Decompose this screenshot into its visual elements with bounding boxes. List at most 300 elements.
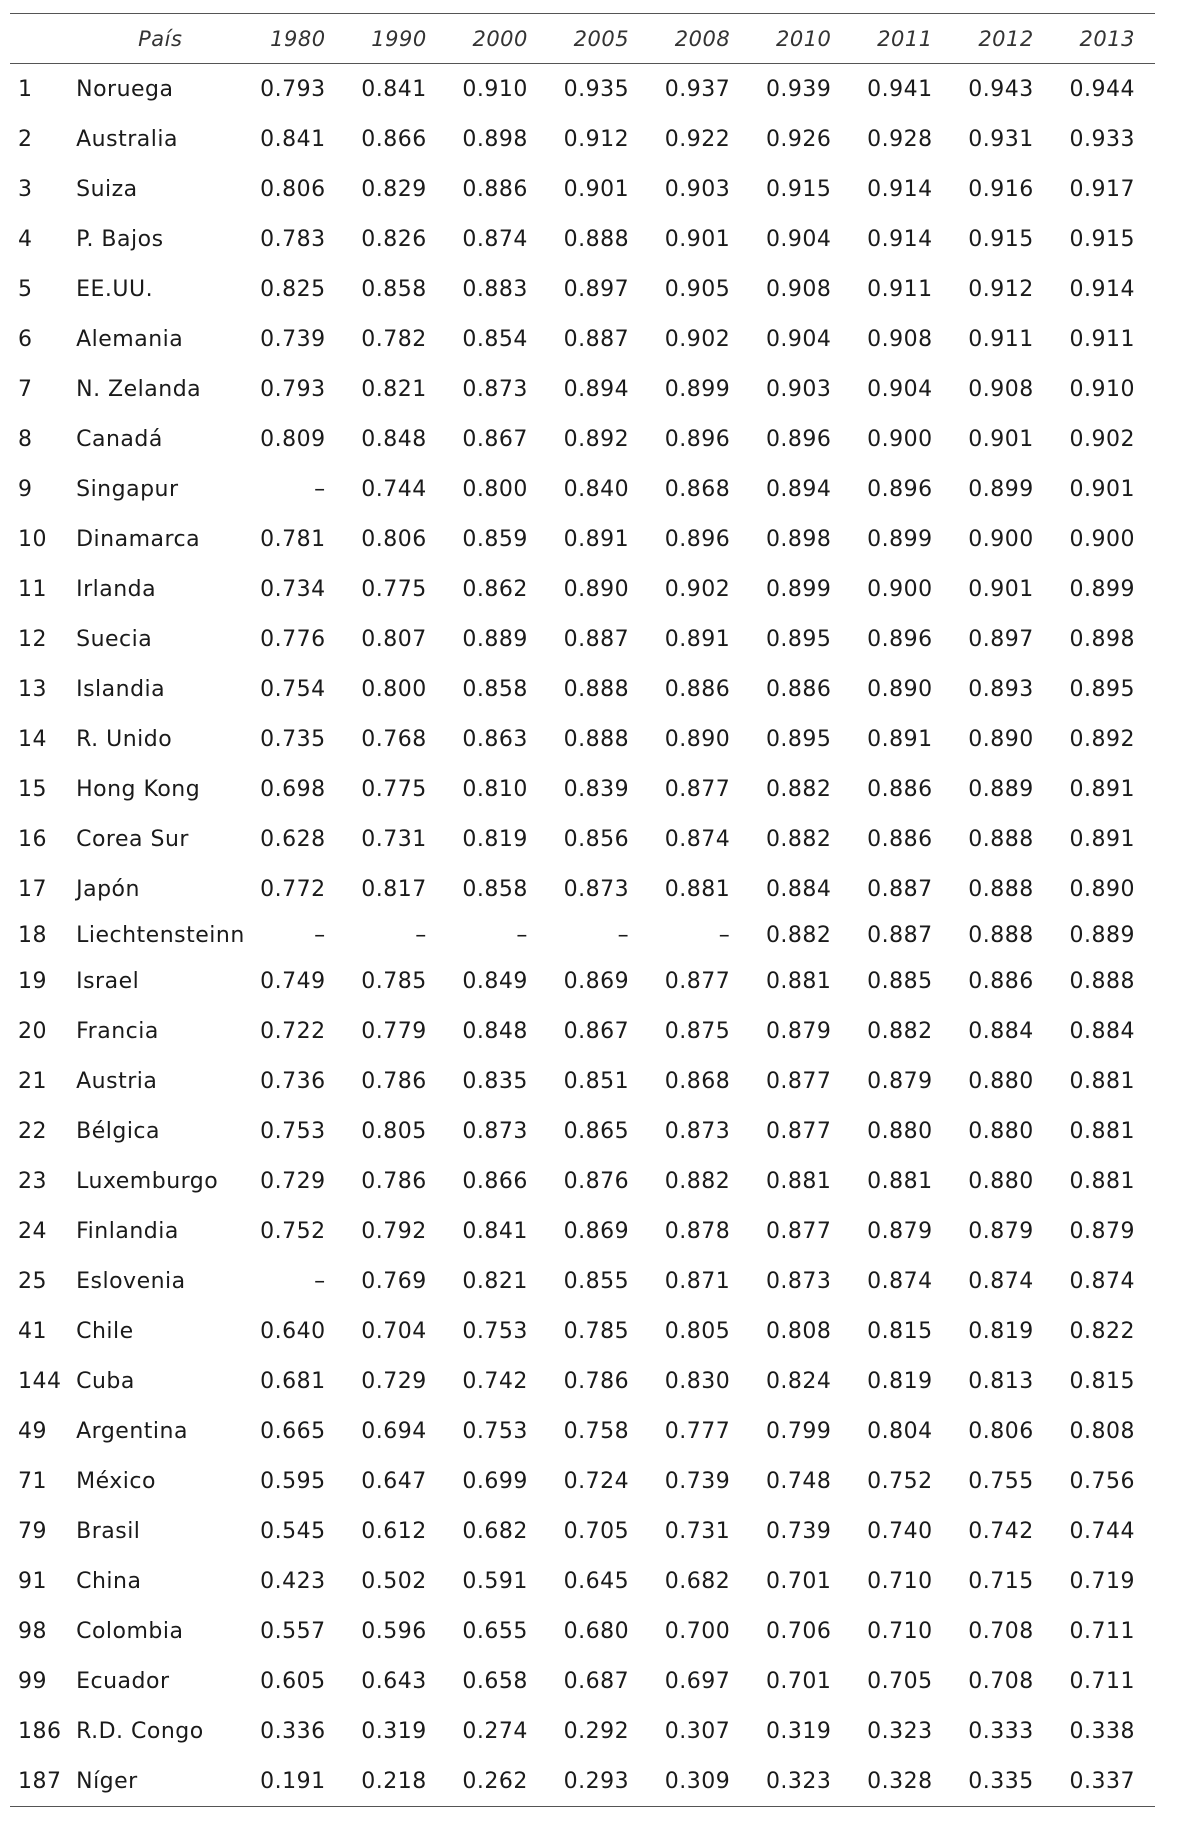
table-row bbox=[10, 314, 1155, 364]
rank-cell: 5 bbox=[18, 276, 33, 302]
hdi-value-cell: 0.873 bbox=[664, 1118, 731, 1144]
hdi-value-cell: 0.824 bbox=[765, 1368, 832, 1394]
hdi-value-cell: 0.873 bbox=[765, 1268, 832, 1294]
rank-cell: 15 bbox=[18, 776, 47, 802]
hdi-value-cell: 0.902 bbox=[664, 326, 731, 352]
hdi-value-cell: 0.881 bbox=[664, 876, 731, 902]
header-year: 2010 bbox=[750, 14, 851, 64]
hdi-value-cell: 0.700 bbox=[664, 1618, 731, 1644]
hdi-value-cell: 0.813 bbox=[968, 1368, 1034, 1394]
hdi-value-cell: 0.736 bbox=[260, 1068, 326, 1094]
hdi-value-cell: 0.825 bbox=[260, 276, 326, 302]
hdi-value-cell: 0.902 bbox=[664, 576, 731, 602]
hdi-value-cell: 0.898 bbox=[1069, 626, 1135, 652]
hdi-value-cell: 0.887 bbox=[563, 626, 630, 652]
hdi-value-cell: 0.793 bbox=[260, 76, 326, 102]
hdi-value-cell: 0.848 bbox=[361, 426, 427, 452]
hdi-value-cell: – bbox=[314, 1268, 326, 1294]
header-year: 2000 bbox=[447, 14, 548, 64]
country-cell: Francia bbox=[76, 1018, 159, 1044]
hdi-value-cell: 0.218 bbox=[346, 1756, 447, 1807]
rank-cell: 71 bbox=[18, 1468, 47, 1494]
hdi-value-cell: 0.335 bbox=[953, 1756, 1054, 1807]
hdi-value-cell: 0.895 bbox=[765, 726, 832, 752]
table-row bbox=[10, 214, 1155, 264]
hdi-value-cell: 0.817 bbox=[361, 876, 427, 902]
hdi-value-cell: 0.755 bbox=[968, 1468, 1034, 1494]
country-cell: N. Zelanda bbox=[76, 376, 202, 402]
hdi-value-cell: 0.307 bbox=[664, 1718, 731, 1744]
table-row bbox=[10, 814, 1155, 864]
hdi-value-cell: 0.895 bbox=[1069, 676, 1135, 702]
hdi-value-cell: 0.899 bbox=[968, 476, 1034, 502]
table-row bbox=[10, 364, 1155, 414]
hdi-value-cell: 0.829 bbox=[361, 176, 427, 202]
hdi-value-cell: 0.891 bbox=[1069, 826, 1135, 852]
hdi-value-cell: 0.867 bbox=[563, 1018, 630, 1044]
hdi-value-cell: 0.293 bbox=[548, 1756, 649, 1807]
rank-cell: 79 bbox=[18, 1518, 47, 1544]
hdi-value-cell: 0.779 bbox=[361, 1018, 427, 1044]
hdi-value-cell: 0.928 bbox=[867, 126, 933, 152]
hdi-value-cell: 0.910 bbox=[462, 76, 528, 102]
hdi-value-cell: 0.262 bbox=[447, 1756, 548, 1807]
hdi-value-cell: 0.904 bbox=[867, 376, 933, 402]
hdi-value-cell: 0.749 bbox=[260, 968, 326, 994]
hdi-value-cell: 0.704 bbox=[361, 1318, 427, 1344]
table-row bbox=[10, 1606, 1155, 1656]
table-body bbox=[10, 64, 1155, 1807]
country-cell: R. Unido bbox=[76, 726, 173, 752]
hdi-value-cell: 0.800 bbox=[462, 476, 528, 502]
country-cell: Japón bbox=[76, 876, 140, 902]
country-cell: P. Bajos bbox=[76, 226, 164, 252]
hdi-value-cell: 0.640 bbox=[260, 1318, 326, 1344]
hdi-value-cell: 0.882 bbox=[664, 1168, 731, 1194]
hdi-value-cell: 0.800 bbox=[361, 676, 427, 702]
table-row bbox=[10, 564, 1155, 614]
hdi-value-cell: 0.873 bbox=[563, 876, 630, 902]
hdi-value-cell: 0.877 bbox=[664, 968, 731, 994]
rank-cell: 11 bbox=[18, 576, 47, 602]
hdi-value-cell: 0.821 bbox=[462, 1268, 528, 1294]
hdi-value-cell: 0.768 bbox=[361, 726, 427, 752]
hdi-value-cell: 0.877 bbox=[765, 1068, 832, 1094]
rank-cell: 22 bbox=[18, 1118, 47, 1144]
hdi-value-cell: 0.888 bbox=[1069, 968, 1135, 994]
hdi-value-cell: 0.898 bbox=[462, 126, 528, 152]
hdi-value-cell: 0.682 bbox=[664, 1568, 731, 1594]
hdi-value-cell: 0.873 bbox=[462, 1118, 528, 1144]
hdi-value-cell: 0.876 bbox=[563, 1168, 630, 1194]
country-cell: Israel bbox=[76, 968, 140, 994]
hdi-value-cell: 0.911 bbox=[867, 276, 933, 302]
hdi-value-cell: 0.915 bbox=[765, 176, 832, 202]
hdi-value-cell: 0.699 bbox=[462, 1468, 528, 1494]
hdi-value-cell: 0.596 bbox=[361, 1618, 427, 1644]
header-year: 2013 bbox=[1054, 14, 1155, 64]
hdi-value-cell: 0.892 bbox=[563, 426, 630, 452]
rank-cell: 12 bbox=[18, 626, 47, 652]
hdi-value-cell: 0.605 bbox=[260, 1668, 326, 1694]
hdi-value-cell: 0.826 bbox=[361, 226, 427, 252]
country-cell: Canadá bbox=[76, 426, 163, 452]
hdi-value-cell: 0.912 bbox=[968, 276, 1034, 302]
hdi-value-cell: 0.739 bbox=[765, 1518, 832, 1544]
hdi-value-cell: 0.338 bbox=[1069, 1718, 1135, 1744]
hdi-value-cell: 0.319 bbox=[361, 1718, 427, 1744]
hdi-value-cell: 0.753 bbox=[462, 1418, 528, 1444]
country-cell: Islandia bbox=[76, 676, 166, 702]
hdi-value-cell: 0.897 bbox=[563, 276, 630, 302]
country-cell: Suecia bbox=[76, 626, 153, 652]
hdi-value-cell: 0.867 bbox=[462, 426, 528, 452]
hdi-value-cell: 0.874 bbox=[867, 1268, 933, 1294]
hdi-value-cell: 0.874 bbox=[968, 1268, 1034, 1294]
hdi-value-cell: 0.705 bbox=[563, 1518, 630, 1544]
hdi-value-cell: 0.680 bbox=[563, 1618, 630, 1644]
hdi-value-cell: 0.895 bbox=[765, 626, 832, 652]
hdi-value-cell: 0.647 bbox=[361, 1468, 427, 1494]
hdi-value-cell: 0.877 bbox=[765, 1218, 832, 1244]
rank-cell: 49 bbox=[18, 1418, 47, 1444]
hdi-value-cell: 0.786 bbox=[361, 1068, 427, 1094]
header-country: País bbox=[76, 14, 244, 64]
hdi-value-cell: 0.868 bbox=[664, 1068, 731, 1094]
hdi-value-cell: 0.752 bbox=[867, 1468, 933, 1494]
hdi-value-cell: – bbox=[718, 922, 731, 948]
hdi-value-cell: 0.877 bbox=[664, 776, 731, 802]
hdi-value-cell: 0.840 bbox=[563, 476, 630, 502]
hdi-value-cell: 0.880 bbox=[968, 1168, 1034, 1194]
table-row bbox=[10, 1306, 1155, 1356]
hdi-value-cell: 0.878 bbox=[664, 1218, 731, 1244]
rank-cell: 2 bbox=[18, 126, 33, 152]
table-row bbox=[10, 1506, 1155, 1556]
hdi-value-cell: 0.914 bbox=[867, 226, 933, 252]
hdi-value-cell: 0.931 bbox=[968, 126, 1034, 152]
table-row bbox=[10, 914, 1155, 956]
hdi-value-cell: 0.886 bbox=[462, 176, 528, 202]
hdi-value-cell: 0.887 bbox=[867, 922, 933, 948]
hdi-value-cell: 0.937 bbox=[664, 76, 731, 102]
hdi-value-cell: 0.896 bbox=[664, 426, 731, 452]
hdi-value-cell: 0.595 bbox=[260, 1468, 326, 1494]
hdi-value-cell: 0.863 bbox=[462, 726, 528, 752]
hdi-value-cell: 0.643 bbox=[361, 1668, 427, 1694]
country-cell: México bbox=[76, 1468, 156, 1494]
hdi-value-cell: 0.724 bbox=[563, 1468, 630, 1494]
table-row bbox=[10, 1256, 1155, 1306]
hdi-value-cell: 0.900 bbox=[867, 576, 933, 602]
hdi-value-cell: 0.880 bbox=[968, 1068, 1034, 1094]
hdi-value-cell: 0.890 bbox=[968, 726, 1034, 752]
rank-cell: 18 bbox=[18, 922, 47, 948]
hdi-value-cell: 0.776 bbox=[260, 626, 326, 652]
hdi-value-cell: 0.902 bbox=[1069, 426, 1135, 452]
hdi-value-cell: 0.900 bbox=[1069, 526, 1135, 552]
hdi-value-cell: 0.735 bbox=[260, 726, 326, 752]
hdi-value-cell: 0.915 bbox=[968, 226, 1034, 252]
country-cell: Chile bbox=[76, 1318, 134, 1344]
hdi-value-cell: 0.911 bbox=[968, 326, 1034, 352]
rank-cell: 20 bbox=[18, 1018, 47, 1044]
hdi-value-cell: 0.849 bbox=[462, 968, 528, 994]
table-row bbox=[10, 514, 1155, 564]
hdi-value-cell: 0.769 bbox=[361, 1268, 427, 1294]
rank-cell: 41 bbox=[18, 1318, 47, 1344]
hdi-value-cell: 0.731 bbox=[664, 1518, 731, 1544]
hdi-value-cell: 0.698 bbox=[260, 776, 326, 802]
hdi-value-cell: 0.882 bbox=[765, 776, 832, 802]
hdi-value-cell: 0.888 bbox=[968, 826, 1034, 852]
hdi-value-cell: 0.890 bbox=[867, 676, 933, 702]
hdi-value-cell: – bbox=[314, 476, 326, 502]
hdi-value-cell: 0.882 bbox=[765, 922, 832, 948]
hdi-value-cell: 0.292 bbox=[563, 1718, 630, 1744]
hdi-value-cell: 0.708 bbox=[968, 1618, 1034, 1644]
hdi-value-cell: 0.935 bbox=[563, 76, 630, 102]
hdi-value-cell: 0.502 bbox=[361, 1568, 427, 1594]
table-row bbox=[10, 1756, 1155, 1807]
rank-cell: 17 bbox=[18, 876, 47, 902]
hdi-value-cell: 0.841 bbox=[361, 76, 427, 102]
rank-cell: 91 bbox=[18, 1568, 47, 1594]
country-cell: Níger bbox=[76, 1756, 244, 1807]
hdi-value-cell: 0.874 bbox=[664, 826, 731, 852]
hdi-value-cell: 0.775 bbox=[361, 776, 427, 802]
rank-cell: 24 bbox=[18, 1218, 47, 1244]
hdi-value-cell: 0.890 bbox=[563, 576, 630, 602]
hdi-value-cell: – bbox=[415, 922, 427, 948]
table-header bbox=[10, 14, 1155, 64]
hdi-value-cell: 0.809 bbox=[260, 426, 326, 452]
hdi-value-cell: 0.915 bbox=[1069, 226, 1135, 252]
hdi-value-cell: 0.815 bbox=[867, 1318, 933, 1344]
hdi-value-cell: 0.889 bbox=[1069, 922, 1135, 948]
hdi-value-cell: 0.336 bbox=[260, 1718, 326, 1744]
hdi-value-cell: 0.191 bbox=[244, 1756, 345, 1807]
hdi-value-cell: 0.786 bbox=[361, 1168, 427, 1194]
hdi-value-cell: 0.859 bbox=[462, 526, 528, 552]
hdi-value-cell: 0.899 bbox=[1069, 576, 1135, 602]
hdi-value-cell: 0.274 bbox=[462, 1718, 528, 1744]
hdi-value-cell: 0.612 bbox=[361, 1518, 427, 1544]
hdi-value-cell: 0.891 bbox=[664, 626, 731, 652]
hdi-value-cell: 0.799 bbox=[765, 1418, 832, 1444]
hdi-value-cell: 0.873 bbox=[462, 376, 528, 402]
hdi-value-cell: 0.708 bbox=[968, 1668, 1034, 1694]
hdi-value-cell: 0.830 bbox=[664, 1368, 731, 1394]
rank-cell: 98 bbox=[18, 1618, 47, 1644]
hdi-value-cell: 0.841 bbox=[260, 126, 326, 152]
hdi-value-cell: 0.839 bbox=[563, 776, 630, 802]
header-year: 1990 bbox=[346, 14, 447, 64]
hdi-value-cell: 0.880 bbox=[968, 1118, 1034, 1144]
hdi-value-cell: 0.889 bbox=[968, 776, 1034, 802]
hdi-value-cell: – bbox=[516, 922, 528, 948]
hdi-value-cell: 0.819 bbox=[867, 1368, 933, 1394]
hdi-value-cell: 0.687 bbox=[563, 1668, 630, 1694]
rank-cell: 99 bbox=[18, 1668, 47, 1694]
hdi-value-cell: 0.777 bbox=[664, 1418, 731, 1444]
hdi-value-cell: 0.645 bbox=[563, 1568, 630, 1594]
hdi-value-cell: 0.892 bbox=[1069, 726, 1135, 752]
hdi-value-cell: 0.879 bbox=[968, 1218, 1034, 1244]
hdi-value-cell: 0.756 bbox=[1069, 1468, 1135, 1494]
hdi-value-cell: 0.782 bbox=[361, 326, 427, 352]
hdi-value-cell: 0.793 bbox=[260, 376, 326, 402]
hdi-value-cell: 0.908 bbox=[867, 326, 933, 352]
header-year: 1980 bbox=[244, 14, 345, 64]
hdi-value-cell: 0.881 bbox=[1069, 1118, 1135, 1144]
hdi-value-cell: 0.888 bbox=[968, 876, 1034, 902]
table-row bbox=[10, 414, 1155, 464]
hdi-value-cell: 0.914 bbox=[867, 176, 933, 202]
hdi-value-cell: 0.879 bbox=[867, 1218, 933, 1244]
hdi-value-cell: 0.885 bbox=[867, 968, 933, 994]
hdi-value-cell: 0.881 bbox=[765, 1168, 832, 1194]
hdi-value-cell: 0.911 bbox=[1069, 326, 1135, 352]
table-row bbox=[10, 164, 1155, 214]
hdi-value-cell: 0.808 bbox=[1069, 1418, 1135, 1444]
hdi-value-cell: 0.874 bbox=[1069, 1268, 1135, 1294]
hdi-value-cell: 0.891 bbox=[563, 526, 630, 552]
rank-cell: 19 bbox=[18, 968, 47, 994]
hdi-value-cell: 0.758 bbox=[563, 1418, 630, 1444]
country-cell: Colombia bbox=[76, 1618, 184, 1644]
hdi-value-cell: 0.904 bbox=[765, 326, 832, 352]
rank-cell: 21 bbox=[18, 1068, 47, 1094]
hdi-value-cell: 0.890 bbox=[1069, 876, 1135, 902]
hdi-value-cell: 0.337 bbox=[1054, 1756, 1155, 1807]
hdi-value-cell: 0.841 bbox=[462, 1218, 528, 1244]
hdi-value-cell: 0.742 bbox=[462, 1368, 528, 1394]
table-row bbox=[10, 1556, 1155, 1606]
hdi-value-cell: 0.681 bbox=[260, 1368, 326, 1394]
hdi-value-cell: 0.896 bbox=[765, 426, 832, 452]
hdi-value-cell: 0.819 bbox=[968, 1318, 1034, 1344]
hdi-value-cell: 0.753 bbox=[462, 1318, 528, 1344]
table-row bbox=[10, 614, 1155, 664]
hdi-value-cell: 0.815 bbox=[1069, 1368, 1135, 1394]
country-cell: Eslovenia bbox=[76, 1268, 186, 1294]
table-row bbox=[10, 864, 1155, 914]
hdi-value-cell: 0.866 bbox=[361, 126, 427, 152]
hdi-value-cell: 0.893 bbox=[968, 676, 1034, 702]
hdi-value-cell: 0.887 bbox=[867, 876, 933, 902]
table-row bbox=[10, 1056, 1155, 1106]
hdi-value-cell: 0.891 bbox=[867, 726, 933, 752]
hdi-value-cell: 0.665 bbox=[260, 1418, 326, 1444]
rank-cell: 16 bbox=[18, 826, 47, 852]
hdi-value-cell: 0.881 bbox=[867, 1168, 933, 1194]
hdi-value-cell: 0.869 bbox=[563, 1218, 630, 1244]
hdi-value-cell: 0.739 bbox=[260, 326, 326, 352]
hdi-value-cell: 0.804 bbox=[867, 1418, 933, 1444]
hdi-value-cell: 0.742 bbox=[968, 1518, 1034, 1544]
hdi-value-cell: 0.894 bbox=[563, 376, 630, 402]
hdi-value-cell: 0.886 bbox=[867, 826, 933, 852]
country-cell: Australia bbox=[76, 126, 178, 152]
rank-cell: 186 bbox=[18, 1718, 62, 1744]
country-cell: Luxemburgo bbox=[76, 1168, 219, 1194]
hdi-value-cell: 0.851 bbox=[563, 1068, 630, 1094]
hdi-value-cell: 0.701 bbox=[765, 1568, 832, 1594]
hdi-value-cell: 0.901 bbox=[664, 226, 731, 252]
hdi-value-cell: 0.805 bbox=[664, 1318, 731, 1344]
hdi-value-cell: – bbox=[314, 922, 326, 948]
hdi-value-cell: 0.886 bbox=[765, 676, 832, 702]
hdi-value-cell: 0.328 bbox=[851, 1756, 952, 1807]
hdi-value-cell: 0.933 bbox=[1069, 126, 1135, 152]
hdi-value-cell: 0.901 bbox=[968, 426, 1034, 452]
rank-cell: 187 bbox=[10, 1756, 76, 1807]
header-year: 2008 bbox=[649, 14, 750, 64]
hdi-value-cell: 0.905 bbox=[664, 276, 731, 302]
country-cell: Dinamarca bbox=[76, 526, 201, 552]
table-row bbox=[10, 1406, 1155, 1456]
hdi-value-cell: 0.884 bbox=[765, 876, 832, 902]
rank-cell: 4 bbox=[18, 226, 33, 252]
hdi-value-cell: 0.701 bbox=[765, 1668, 832, 1694]
hdi-value-cell: 0.806 bbox=[361, 526, 427, 552]
hdi-value-cell: 0.719 bbox=[1069, 1568, 1135, 1594]
hdi-value-cell: 0.866 bbox=[462, 1168, 528, 1194]
hdi-value-cell: 0.753 bbox=[260, 1118, 326, 1144]
hdi-value-cell: 0.855 bbox=[563, 1268, 630, 1294]
header-row bbox=[10, 14, 1155, 64]
hdi-value-cell: 0.754 bbox=[260, 676, 326, 702]
hdi-value-cell: 0.879 bbox=[867, 1068, 933, 1094]
hdi-value-cell: 0.786 bbox=[563, 1368, 630, 1394]
header-year: 2012 bbox=[953, 14, 1054, 64]
table-row bbox=[10, 264, 1155, 314]
hdi-value-cell: 0.917 bbox=[1069, 176, 1135, 202]
hdi-value-cell: 0.856 bbox=[563, 826, 630, 852]
hdi-value-cell: 0.886 bbox=[664, 676, 731, 702]
hdi-value-cell: 0.904 bbox=[765, 226, 832, 252]
hdi-value-cell: 0.423 bbox=[260, 1568, 326, 1594]
hdi-value-cell: 0.682 bbox=[462, 1518, 528, 1544]
table-row bbox=[10, 764, 1155, 814]
hdi-value-cell: 0.894 bbox=[765, 476, 832, 502]
country-cell: Brasil bbox=[76, 1518, 141, 1544]
hdi-value-cell: – bbox=[617, 922, 630, 948]
country-cell: Cuba bbox=[76, 1368, 135, 1394]
hdi-value-cell: 0.740 bbox=[867, 1518, 933, 1544]
hdi-value-cell: 0.879 bbox=[765, 1018, 832, 1044]
hdi-value-cell: 0.926 bbox=[765, 126, 832, 152]
hdi-value-cell: 0.889 bbox=[462, 626, 528, 652]
hdi-value-cell: 0.781 bbox=[260, 526, 326, 552]
hdi-value-cell: 0.880 bbox=[867, 1118, 933, 1144]
hdi-value-cell: 0.939 bbox=[765, 76, 832, 102]
rank-cell: 144 bbox=[18, 1368, 62, 1394]
hdi-value-cell: 0.309 bbox=[649, 1756, 750, 1807]
hdi-value-cell: 0.887 bbox=[563, 326, 630, 352]
rank-cell: 8 bbox=[18, 426, 33, 452]
hdi-value-cell: 0.705 bbox=[867, 1668, 933, 1694]
table-row bbox=[10, 464, 1155, 514]
table-row bbox=[10, 956, 1155, 1006]
hdi-table bbox=[10, 13, 1155, 1807]
table-row bbox=[10, 1356, 1155, 1406]
country-cell: EE.UU. bbox=[76, 276, 154, 302]
rank-cell: 23 bbox=[18, 1168, 47, 1194]
hdi-value-cell: 0.882 bbox=[765, 826, 832, 852]
hdi-value-cell: 0.323 bbox=[750, 1756, 851, 1807]
